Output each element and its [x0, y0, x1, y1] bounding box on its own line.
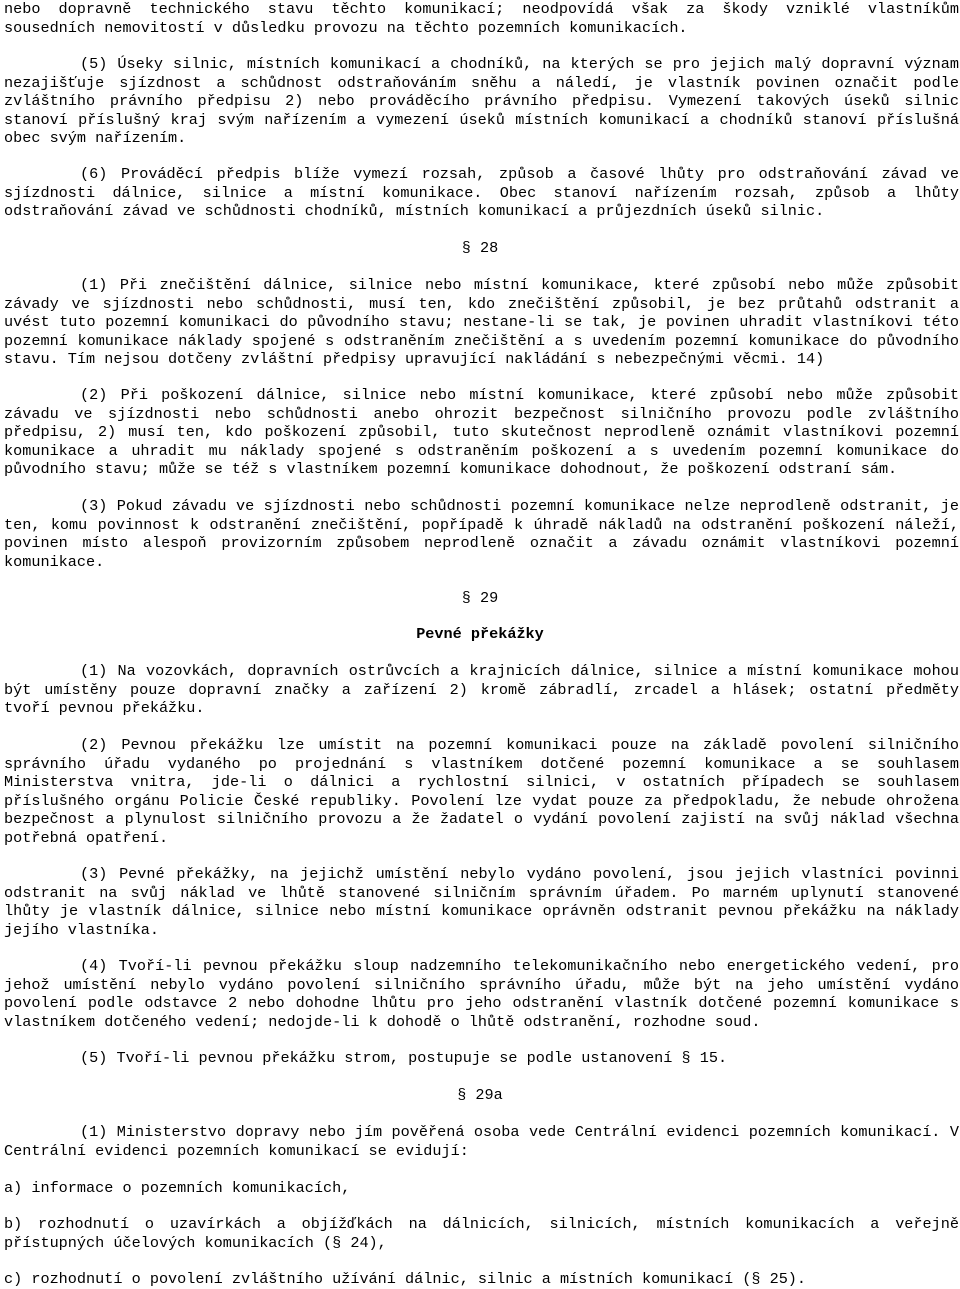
paragraph-28-1: (1) Při znečištění dálnice, silnice nebo místní komunikace, které způsobí nebo může způsobit závady ve sjízdnosti nebo schůdnosti, musí ten, kdo znečištění způsobil, je bez průtahů odstranit a uvést tuto pozemní komunikaci do původního stavu; nestane-li se tak, je povinen uhradit vlastníkovi této pozemní komunikace náklady spojené s odstraněním znečištění a s uvedením pozemní komunikace do původního stavu. Tím nejsou dotčeny zvláštní předpisy upravující nakládání s nebezpečnými věcmi. 14) [4, 276, 959, 368]
paragraph-27-5: (5) Úseky silnic, místních komunikací a chodníků, na kterých se pro jejich malý dopravní význam nezajišťuje sjízdnost a schůdnost odstraňováním sněhu a náledí, je vlastník povinen označit podle zvláštního právního předpisu 2) nebo prováděcího právního předpisu. Vymezení takových úseků silnic stanoví příslušný kraj svým nařízením a vymezení úseků místních komunikací a chodníků stanoví příslušná obec svým nařízením. [4, 55, 959, 147]
section-heading-29: § 29 [461, 589, 499, 607]
paragraph-28-3: (3) Pokud závadu ve sjízdnosti nebo schůdnosti pozemní komunikace nelze neprodleně odstranit, je ten, komu povinnost k odstranění znečištění, popřípadě k úhradě nákladů na odstranění poškození náleží, povinen místo alespoň provizorním způsobem neprodleně označit a závadu oznámit vlastníkovi pozemní komunikace. [4, 497, 959, 571]
paragraph-28-2: (2) Při poškození dálnice, silnice nebo místní komunikace, které způsobí nebo může způsobit závadu ve sjízdnosti nebo schůdnosti anebo ohrozit bezpečnost silničního provozu podle zvláštního předpisu, 2) musí ten, kdo poškození způsobil, tuto skutečnost neprodleně oznámit vlastníkovi pozemní komunikace a uhradit mu náklady spojené s odstraněním poškození a s uvedením pozemní komunikace do původního stavu; může se též s vlastníkem pozemní komunikace dohodnout, že poškození odstraní sám. [4, 386, 959, 478]
paragraph-29-5: (5) Tvoří-li pevnou překážku strom, postupuje se podle ustanovení § 15. [80, 1049, 728, 1067]
paragraph-29-1: (1) Na vozovkách, dopravních ostrůvcích a krajnicích dálnice, silnice a místní komunikace mohou být umístěny pouze dopravní značky a zařízení 2) kromě zábradlí, zrcadel a hlásek; ostatní předměty tvoří pevnou překážku. [4, 662, 959, 717]
paragraph-29-4: (4) Tvoří-li pevnou překážku sloup nadzemního telekomunikačního nebo energetického vedení, pro jehož umístění nebylo vydáno povolení silničního správního úřadu, může být na jeho umístění vydáno povolení podle odstavce 2 nebo dohodne lhůtu pro jeho odstranění vlastník dotčené pozemní komunikace s vlastníkem dotčeného vedení; nedojde-li k dohodě o lhůtě odstranění, rozhodne soud. [4, 957, 959, 1031]
list-item-b: b) rozhodnutí o uzavírkách a objížďkách na dálnicích, silnicích, místních komunikacích a veřejně přístupných účelových komunikacích (§ 24), [4, 1215, 959, 1252]
list-item-c: c) rozhodnutí o povolení zvláštního užívání dálnic, silnic a místních komunikací (§ 25). [4, 1270, 807, 1288]
section-heading-28: § 28 [461, 239, 499, 257]
paragraph-29-2: (2) Pevnou překážku lze umístit na pozemní komunikaci pouze na základě povolení silničního správního úřadu vydaného po projednání s vlastníkem dotčené pozemní komunikace a se souhlasem Ministerstva vnitra, jde-li o dálnici a rychlostní silnici, v ostatních případech se souhlasem příslušného orgánu Policie České republiky. Povolení lze vydat pouze za předpokladu, že nebude ohrožena bezpečnost a plynulost silničního provozu a že žadatel o vydání povolení zajistí na svůj náklad všechna potřebná opatření. [4, 736, 959, 847]
paragraph-29a-1: (1) Ministerstvo dopravy nebo jím pověřená osoba vede Centrální evidenci pozemních komunikací. V Centrální evidenci pozemních komunikací se evidují: [4, 1123, 959, 1160]
paragraph-27-6: (6) Prováděcí předpis blíže vymezí rozsah, způsob a časové lhůty pro odstraňování závad ve sjízdnosti dálnice, silnice a místní komunikace. Obec stanoví nařízením rozsah, způsob a lhůty odstraňování závad ve schůdnosti chodníků, místních komunikací a průjezdních úseků silnic. [4, 165, 959, 220]
paragraph-continuation: nebo dopravně technického stavu těchto komunikací; neodpovídá však za škody vzniklé vlastníkům sousedních nemovitostí v důsledku provozu na těchto pozemních komunikacích. [4, 0, 959, 37]
paragraph-29-3: (3) Pevné překážky, na jejichž umístění nebylo vydáno povolení, jsou jejich vlastníci povinni odstranit na svůj náklad ve lhůtě stanovené silničním správním úřadem. Po marném uplynutí stanovené lhůty je vlastník dálnice, silnice nebo místní komunikace oprávněn odstranit pevnou překážku na náklady jejího vlastníka. [4, 865, 959, 939]
list-item-a: a) informace o pozemních komunikacích, [4, 1179, 351, 1197]
section-title-29: Pevné překážky [416, 625, 544, 643]
section-heading-29a: § 29a [457, 1086, 503, 1104]
